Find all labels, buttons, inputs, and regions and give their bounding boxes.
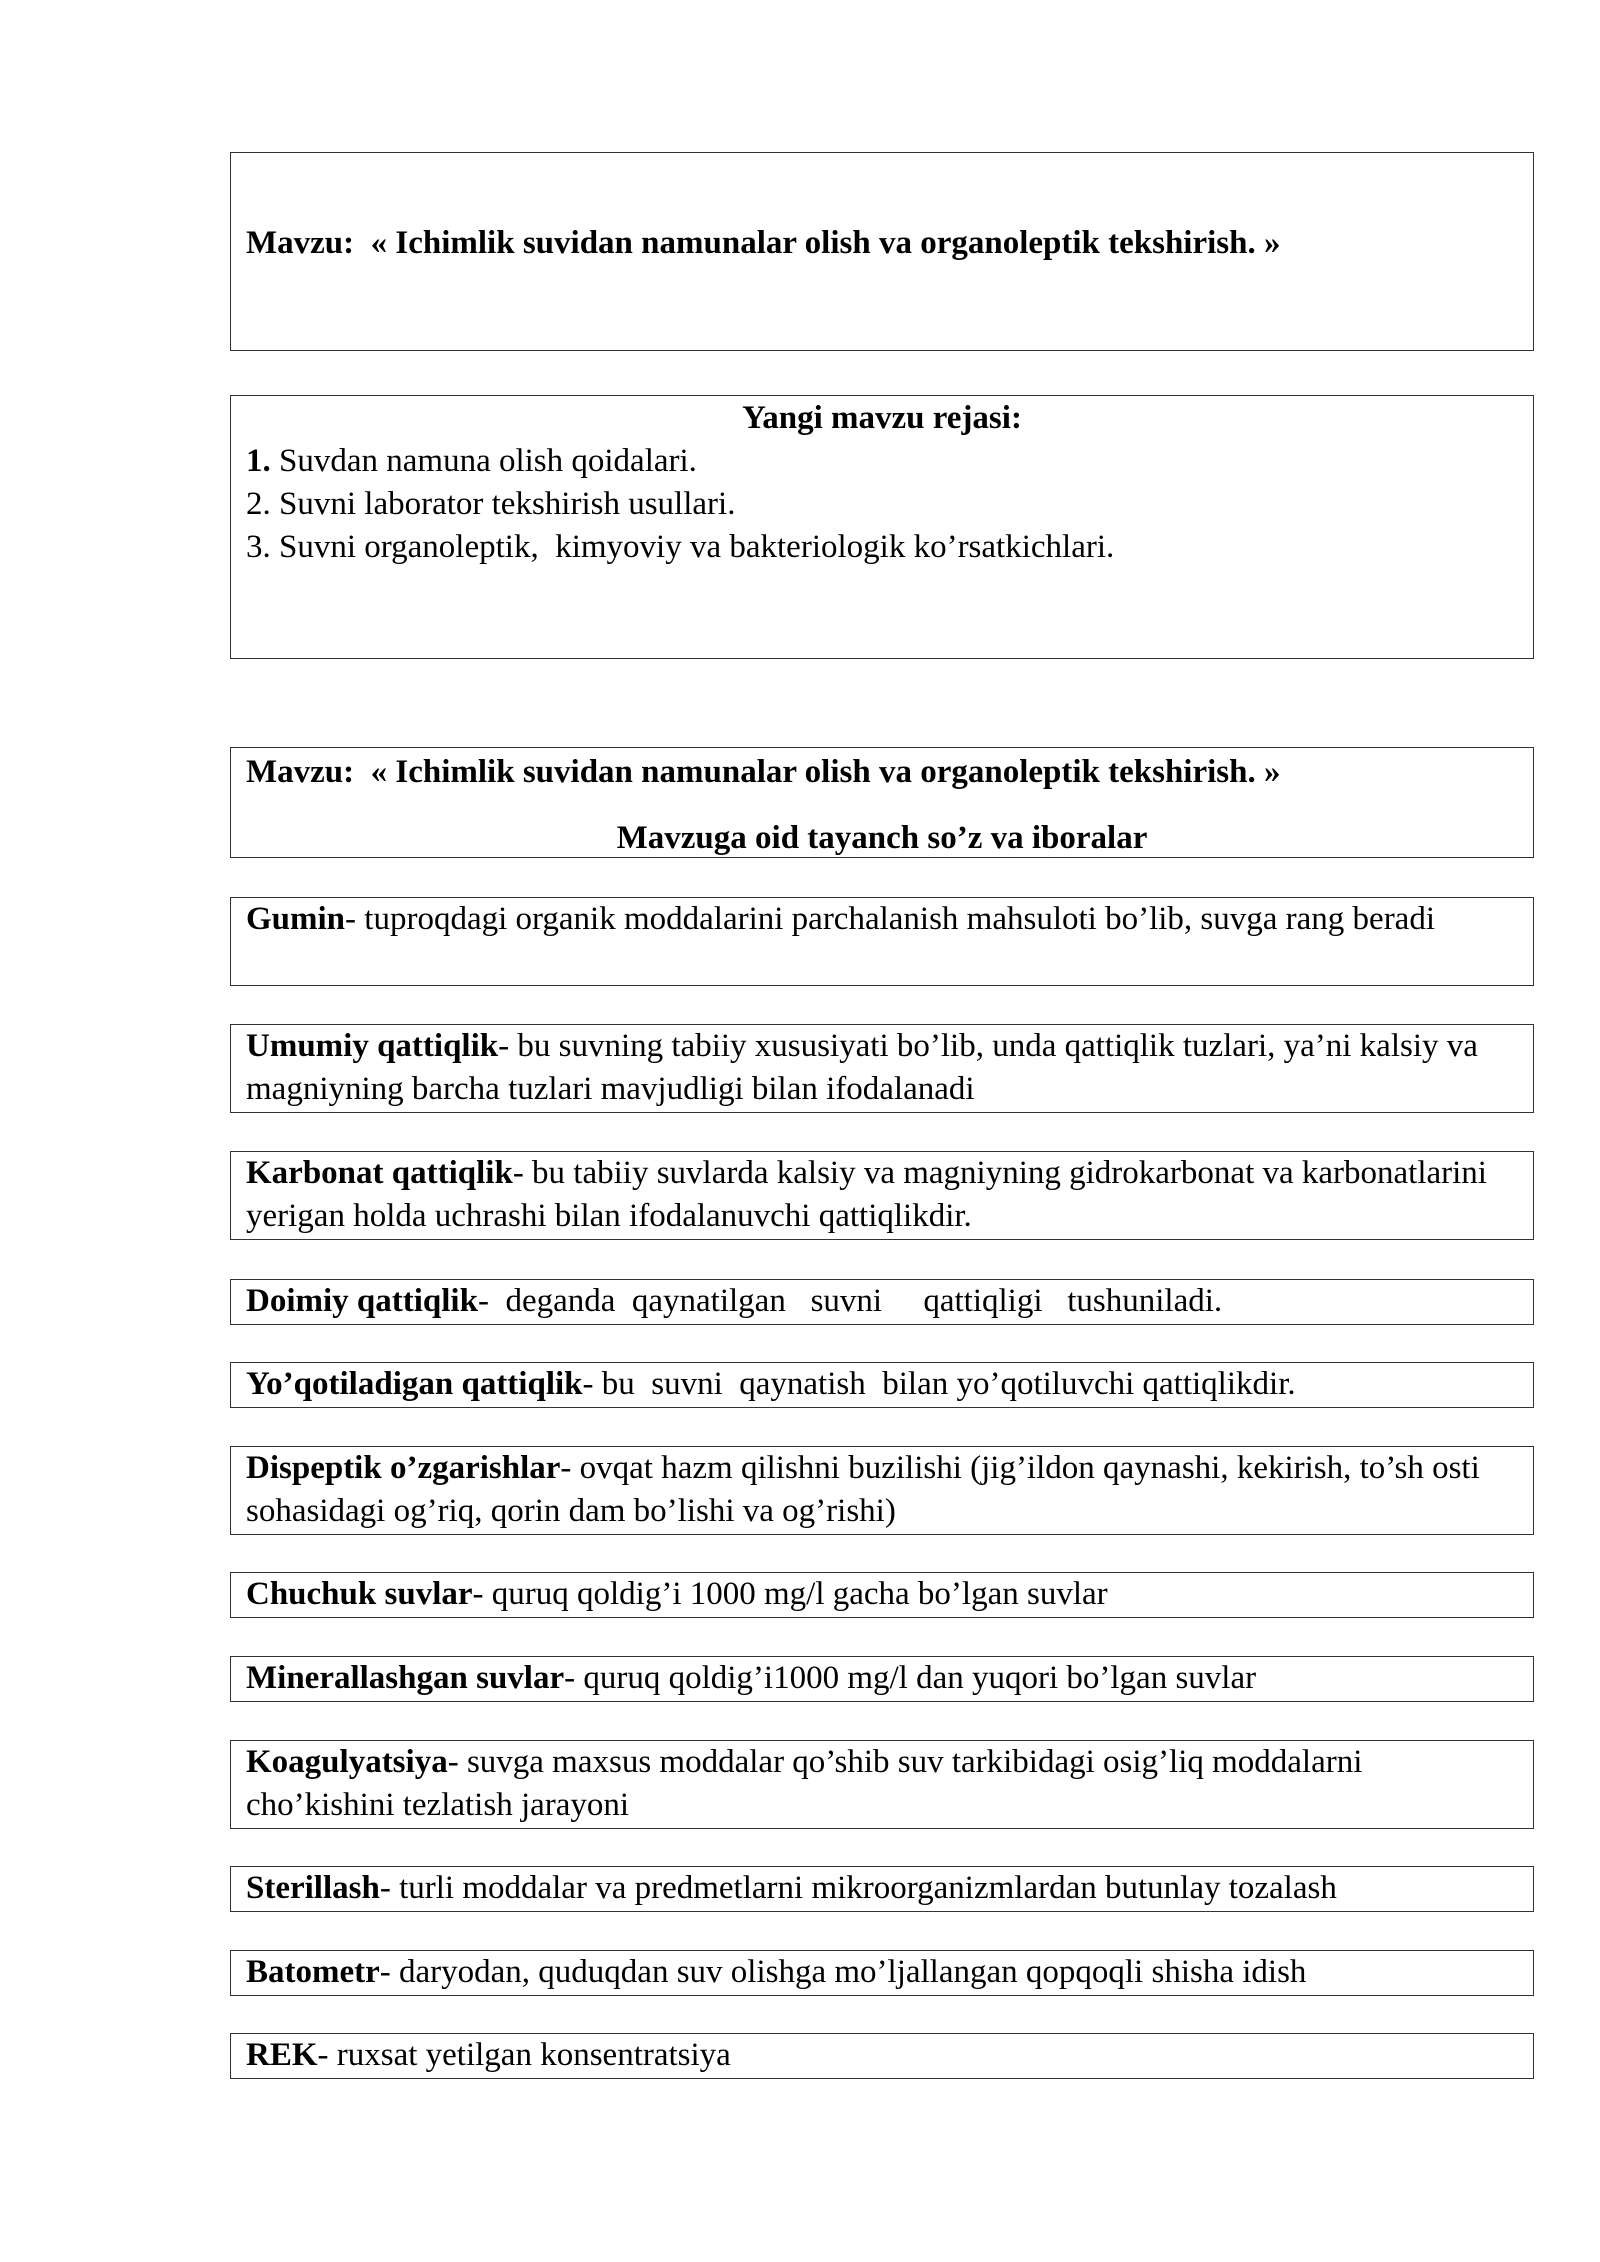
term-definition: - daryodan, quduqdan suv olishga mo’ljallangan qopqoqli shisha idish [379,1954,1307,1990]
plan-item-number: 1. [246,443,271,479]
term-definition: - deganda qaynatilgan suvni qattiqligi tushuniladi. [477,1283,1223,1319]
plan-item-number: 3. [246,529,271,565]
term-definition: - bu tabiiy suvlarda kalsiy va magniyning gidrokarbonat va karbonatlarini yerigan holda uchrashi bilan ifodalanuvchi qattiqlikdir. [246,1155,1487,1234]
plan-item-number: 2. [246,486,271,522]
plan-item-text: Suvdan namuna olish qoidalari. [270,443,697,479]
term-box [230,1866,1534,1912]
term-definition: - ovqat hazm qilishni buzilishi (jig’ildon qaynashi, kekirish, to’sh osti sohasidagi og’riq, qorin dam bo’lishi va og’rishi) [246,1450,1480,1529]
term-definition: - quruq qoldig’i1000 mg/l dan yuqori bo’lgan suvlar [564,1660,1257,1696]
term-definition: - tuproqdagi organik moddalarini parchalanish mahsuloti bo’lib, suvga rang beradi [345,901,1435,937]
plan-item-text: Suvni organoleptik, kimyoviy va bakteriologik ko’rsatkichlari. [270,529,1115,565]
topic-title: Mavzu: « Ichimlik suvidan namunalar olish va organoleptik tekshirish. » [246,225,1281,261]
lesson-plan-box [230,395,1534,659]
term-name: Dispeptik o’zgarishlar [246,1450,561,1486]
term-name: Batometr [246,1954,380,1990]
keywords-subtitle: Mavzuga oid tayanch so’z va iboralar [616,820,1148,856]
term-box [230,897,1534,986]
term-definition: - turli moddalar va predmetlarni mikroorganizmlardan butunlay tozalash [379,1870,1337,1906]
term-name: Karbonat qattiqlik [246,1155,513,1191]
term-box [230,1362,1534,1408]
term-name: Gumin [246,901,346,937]
term-box [230,1740,1534,1829]
term-name: Umumiy qattiqlik [246,1028,499,1064]
term-name: Koagulyatsiya [246,1744,448,1780]
term-box [230,1572,1534,1618]
plan-item [246,440,1518,483]
term-name: Yo’qotiladigan qattiqlik [246,1366,583,1402]
term-box [230,1950,1534,1996]
plan-item-text: Suvni laborator tekshirish usullari. [270,486,736,522]
term-box [230,1024,1534,1113]
term-name: REK [246,2037,318,2073]
term-definition: - suvga maxsus moddalar qo’shib suv tarkibidagi osig’liq moddalarni cho’kishini tezlatish jarayoni [246,1744,1363,1823]
term-name: Sterillash [246,1870,380,1906]
term-box [230,1446,1534,1535]
term-box [230,1151,1534,1240]
term-box [230,1279,1534,1325]
term-definition: - bu suvning tabiiy xususiyati bo’lib, unda qattiqlik tuzlari, ya’ni kalsiy va magniyning barcha tuzlari mavjudligi bilan ifodalanadi [246,1028,1478,1107]
topic-box [230,152,1534,351]
term-definition: - bu suvni qaynatish bilan yo’qotiluvchi qattiqlikdir. [582,1366,1296,1402]
term-definition: - quruq qoldig’i 1000 mg/l gacha bo’lgan suvlar [472,1576,1108,1612]
term-definition: - ruxsat yetilgan konsentratsiya [317,2037,731,2073]
term-name: Doimiy qattiqlik [246,1283,478,1319]
term-box [230,1656,1534,1702]
keywords-header-box [230,747,1534,858]
lesson-plan-title: Yangi mavzu rejasi: [742,400,1022,436]
keywords-topic-title: Mavzu: « Ichimlik suvidan namunalar olish va organoleptik tekshirish. » [246,754,1281,790]
plan-item [246,483,1518,526]
term-name: Chuchuk suvlar [246,1576,473,1612]
plan-item [246,526,1518,569]
term-name: Minerallashgan suvlar [246,1660,565,1696]
term-box [230,2033,1534,2079]
